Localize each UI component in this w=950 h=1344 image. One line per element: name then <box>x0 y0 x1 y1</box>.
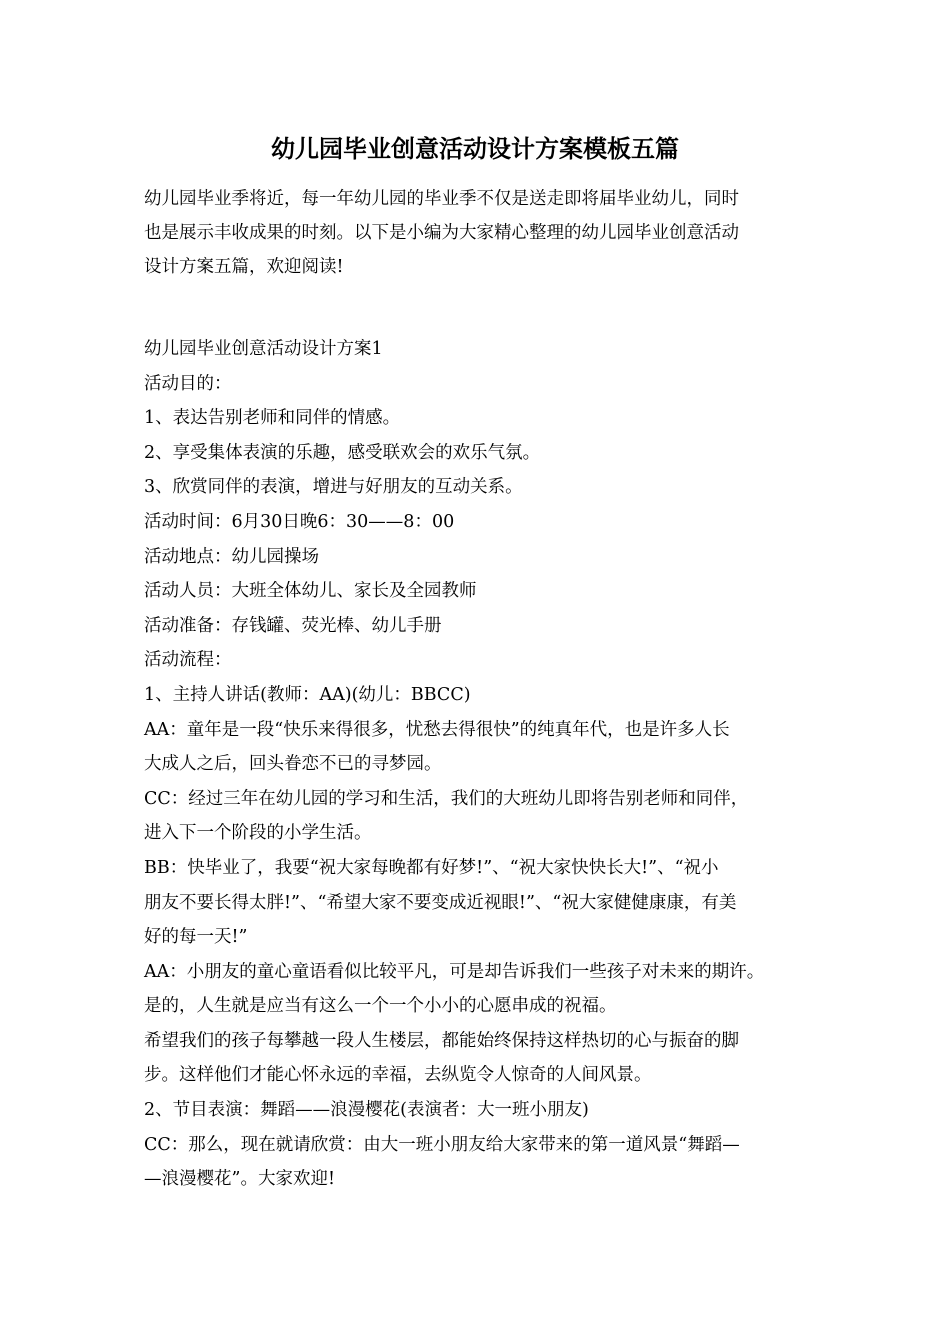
text-line: 步。这样他们才能心怀永远的幸福，去纵览令人惊奇的人间风景。 <box>144 1065 652 1086</box>
text-line: 活动地点：幼儿园操场 <box>144 546 319 567</box>
paragraph-gap <box>144 284 824 332</box>
plan-section <box>144 332 824 1197</box>
text-line: 进入下一个阶段的小学生活。 <box>144 823 372 844</box>
text-line: 2、享受集体表演的乐趣，感受联欢会的欢乐气氛。 <box>144 442 541 463</box>
text-line: 3、欣赏同伴的表演，增进与好朋友的互动关系。 <box>144 477 523 498</box>
text-line: 2、节目表演：舞蹈——浪漫樱花(表演者：大一班小朋友) <box>144 1100 589 1121</box>
intro-paragraph <box>144 182 824 284</box>
document-body <box>144 182 824 1197</box>
text-line: AA：童年是一段“快乐来得很多，忧愁去得很快”的纯真年代，也是许多人长 <box>144 719 730 740</box>
intro-line: 也是展示丰收成果的时刻。以下是小编为大家精心整理的幼儿园毕业创意活动 <box>144 223 739 243</box>
text-line: AA：小朋友的童心童语看似比较平凡，可是却告诉我们一些孩子对未来的期许。 <box>144 961 765 982</box>
text-line: 活动人员：大班全体幼儿、家长及全园教师 <box>144 581 477 602</box>
section-heading: 幼儿园毕业创意活动设计方案1 <box>144 339 383 359</box>
text-line: 1、表达告别老师和同伴的情感。 <box>144 408 401 429</box>
text-line: 活动准备：存钱罐、荧光棒、幼儿手册 <box>144 615 442 636</box>
intro-line: 幼儿园毕业季将近，每一年幼儿园的毕业季不仅是送走即将届毕业幼儿，同时 <box>144 189 739 209</box>
intro-line: 设计方案五篇，欢迎阅读! <box>144 257 344 277</box>
text-line: —浪漫樱花”。大家欢迎! <box>144 1169 335 1190</box>
text-line: 活动时间：6月30日晚6：30——8：00 <box>144 511 455 532</box>
text-line: CC：那么，现在就请欣赏：由大一班小朋友给大家带来的第一道风景“舞蹈— <box>144 1134 740 1155</box>
text-line: 好的每一天!” <box>144 927 248 948</box>
text-line: 1、主持人讲话(教师：AA)(幼儿：BBCC) <box>144 684 471 705</box>
document-title: 幼儿园毕业创意活动设计方案模板五篇 <box>271 134 679 163</box>
text-line: 活动目的： <box>144 373 232 394</box>
text-line: BB：快毕业了，我要“祝大家每晚都有好梦!”、“祝大家快快长大!”、“祝小 <box>144 857 719 878</box>
text-line: 活动流程： <box>144 650 232 671</box>
text-line: 希望我们的孩子每攀越一段人生楼层，都能始终保持这样热切的心与振奋的脚 <box>144 1030 739 1051</box>
text-line: 是的，人生就是应当有这么一个一个小小的心愿串成的祝福。 <box>144 996 617 1017</box>
text-line: 朋友不要长得太胖!”、“希望大家不要变成近视眼!”、“祝大家健健康康，有美 <box>144 892 737 913</box>
text-line: CC：经过三年在幼儿园的学习和生活，我们的大班幼儿即将告别老师和同伴， <box>144 788 749 809</box>
text-line: 大成人之后，回头眷恋不已的寻梦园。 <box>144 754 442 775</box>
